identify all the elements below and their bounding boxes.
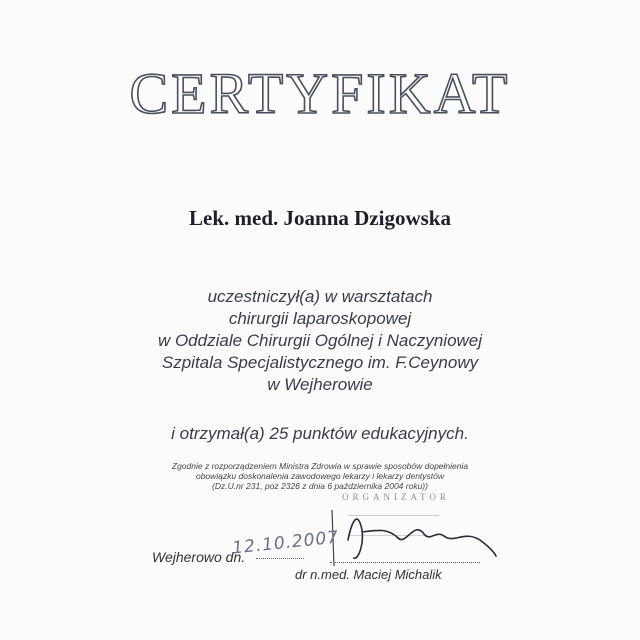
certificate-title: CERTYFIKAT xyxy=(129,61,511,126)
body-line: w Wejherowie xyxy=(267,375,373,394)
recipient-name: Lek. med. Joanna Dzigowska xyxy=(189,206,451,230)
stamp-line: ―――――――――――――― xyxy=(348,512,439,519)
points-statement: i otrzymał(a) 25 punktów edukacyjnych. xyxy=(171,424,469,443)
place-label: Wejherowo dn. xyxy=(152,549,246,565)
body-line: Szpitala Specjalistycznego im. F.Ceynowy xyxy=(161,353,479,372)
handwritten-date: 12.10.2007 xyxy=(231,527,341,559)
signer-name: dr n.med. Maciej Michalik xyxy=(295,567,442,582)
certificate-body xyxy=(0,286,640,396)
legal-note xyxy=(0,461,640,491)
date-dotted-line xyxy=(256,558,304,559)
handwritten-signature xyxy=(318,500,498,570)
legal-line: (Dz.U.nr 231, poz 2326 z dnia 6 października 2004 roku)) xyxy=(212,481,428,491)
stamp-line: ―――――――――――― xyxy=(350,532,428,539)
stamp-heading: ORGANIZATOR xyxy=(342,492,450,502)
legal-line: obowiązku doskonalenia zawodowego lekarzy i lekarzy dentystów xyxy=(195,471,445,481)
signature-dotted-line xyxy=(330,562,480,563)
legal-line: Zgodnie z rozporządzeniem Ministra Zdrowia w sprawie sposobów dopełnienia xyxy=(171,461,469,471)
body-line: w Oddziale Chirurgii Ogólnej i Naczyniowej xyxy=(157,331,483,350)
body-line: chirurgii laparoskopowej xyxy=(228,309,412,328)
body-line: uczestniczył(a) w warsztatach xyxy=(207,287,433,306)
